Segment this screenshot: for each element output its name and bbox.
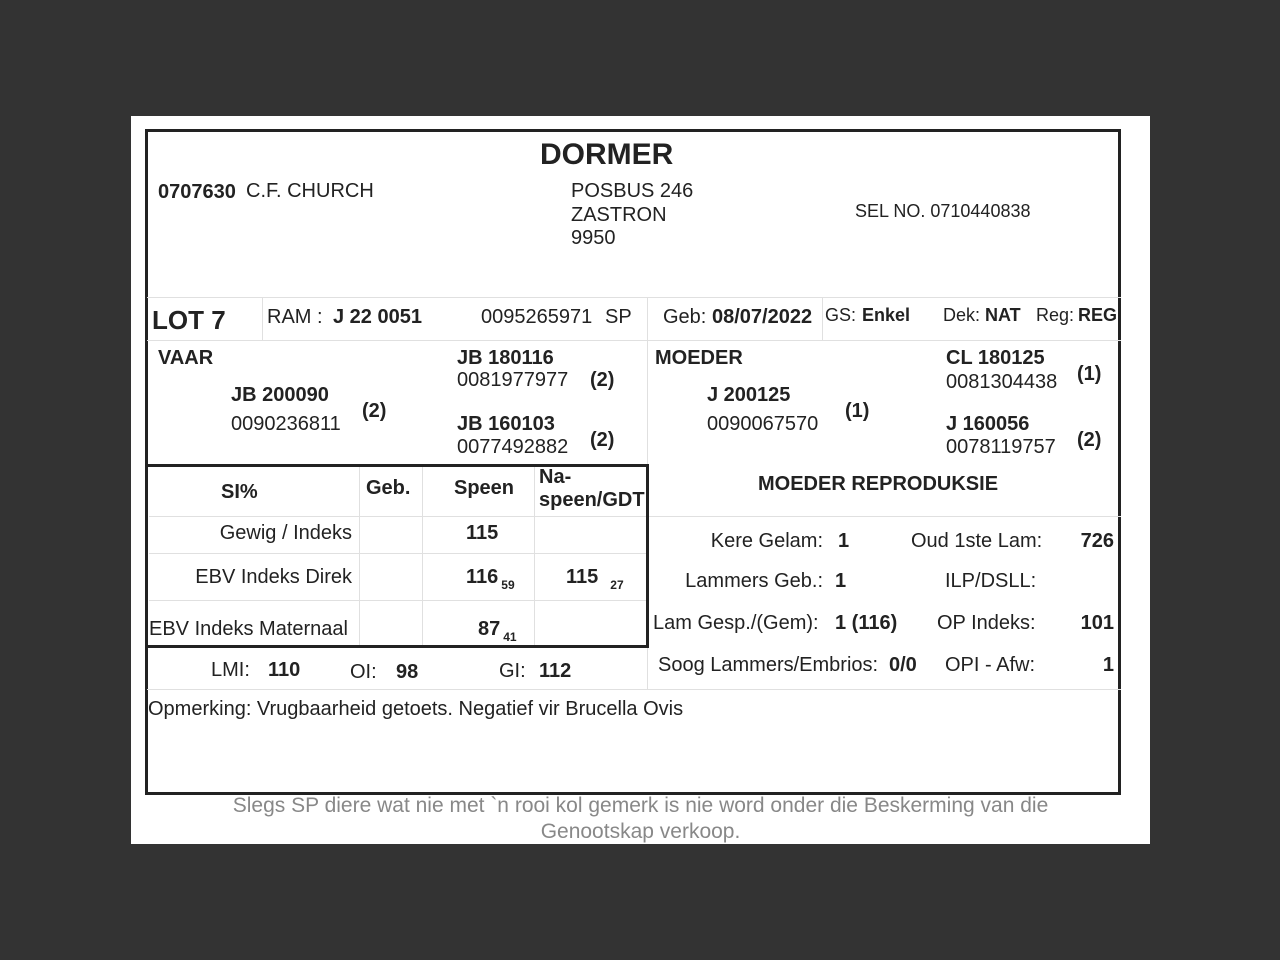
oi-value: 98 (396, 661, 419, 683)
remark: Opmerking: Vrugbaarheid getoets. Negatief vir Brucella Ovis (148, 698, 684, 720)
column-header: SI% (221, 481, 258, 503)
speen-index: 87 (478, 618, 501, 640)
dam-reg: 0090067570 (707, 413, 819, 435)
breeder-number: 0707630 (158, 181, 236, 203)
lot-number: LOT 7 (152, 305, 226, 335)
opi-label: OPI - Afw: (945, 654, 1036, 676)
phone-label: SEL NO. (855, 201, 926, 221)
ilp-label: ILP/DSLL: (945, 570, 1037, 592)
divider (359, 466, 360, 646)
reproduction-title: MOEDER REPRODUKSIE (758, 473, 999, 495)
divider (262, 297, 263, 340)
row-label: Gewig / Indeks (219, 522, 352, 544)
op-value: 101 (1080, 612, 1114, 634)
perf-box-bottom (146, 645, 649, 648)
phone (855, 202, 1030, 220)
grade: SP (605, 306, 632, 328)
address-line: POSBUS 246 (571, 180, 694, 202)
oi-label: OI: (350, 661, 377, 683)
op-label: OP Indeks: (937, 612, 1036, 634)
soog-label: Soog Lammers/Embrios: (658, 654, 879, 676)
lmi-value: 110 (268, 659, 301, 681)
birth-date-label: Geb: (663, 306, 707, 328)
reg-value: REG (1078, 305, 1118, 325)
lam-value: 1 (116) (835, 612, 898, 634)
sire-dam-reg: 0077492882 (457, 436, 569, 458)
divider (147, 297, 1121, 298)
dam-sire-count: (1) (1077, 363, 1102, 385)
naspeen-accuracy: 27 (610, 578, 624, 592)
dek-value: NAT (985, 305, 1021, 325)
dam-dam-id: J 160056 (946, 413, 1030, 435)
perf-box-top (146, 464, 649, 467)
dam-dam-reg: 0078119757 (946, 436, 1056, 458)
address-line: ZASTRON (571, 204, 667, 226)
breeder-name: C.F. CHURCH (246, 180, 374, 202)
sire-count: (2) (362, 400, 387, 422)
sire-dam-id: JB 160103 (457, 413, 555, 435)
dam-dam-count: (2) (1077, 429, 1102, 451)
speen-value (478, 618, 517, 644)
opi-value: 1 (1102, 654, 1114, 676)
speen-index: 116 (466, 566, 499, 588)
dam-sire-reg: 0081304438 (946, 371, 1058, 393)
soog-value: 0/0 (889, 654, 917, 676)
gi-value: 112 (539, 660, 572, 682)
sire-reg: 0090236811 (231, 413, 341, 435)
lmi-label: LMI: (211, 659, 250, 681)
divider (822, 297, 823, 340)
speen-accuracy: 59 (501, 578, 515, 592)
column-header: Na- (539, 466, 572, 488)
reg-label: Reg: (1036, 305, 1075, 325)
lot-card (145, 129, 1121, 795)
speen-value (466, 566, 515, 592)
column-header: speen/GDT (539, 489, 645, 511)
divider (649, 516, 1121, 517)
phone-number: 0710440838 (930, 201, 1031, 221)
sire-sire-count: (2) (590, 369, 615, 391)
sire-id: JB 200090 (231, 384, 329, 406)
gi-label: GI: (499, 660, 526, 682)
footer-note: Genootskap verkoop. (540, 820, 741, 843)
birth-date: 08/07/2022 (712, 306, 813, 328)
sire-sire-id: JB 180116 (457, 347, 554, 369)
divider (149, 600, 646, 601)
address-line: 9950 (571, 227, 616, 249)
divider (149, 553, 646, 554)
divider (422, 466, 423, 646)
column-header: Speen (454, 477, 515, 499)
dam-label: MOEDER (655, 347, 743, 369)
kere-value: 1 (838, 530, 850, 552)
speen-accuracy: 41 (503, 630, 517, 644)
row-label: EBV Indeks Maternaal (149, 618, 348, 640)
dam-count: (1) (845, 400, 870, 422)
divider (147, 689, 1121, 690)
breed-title: DORMER (540, 138, 674, 171)
animal-id: J 22 0051 (333, 306, 422, 328)
sire-dam-count: (2) (590, 429, 615, 451)
divider (534, 466, 535, 646)
sire-sire-reg: 0081977977 (457, 369, 569, 391)
lammers-label: Lammers Geb.: (685, 570, 823, 592)
perf-box-right (646, 464, 649, 648)
column-header: Geb. (366, 477, 411, 499)
oud-label: Oud 1ste Lam: (911, 530, 1043, 552)
oud-value: 726 (1080, 530, 1114, 552)
kere-label: Kere Gelam: (710, 530, 823, 552)
dam-sire-id: CL 180125 (946, 347, 1045, 369)
speen-value: 115 (466, 522, 499, 544)
divider (147, 340, 1121, 341)
footer-note: Slegs SP diere wat nie met `n rooi kol gemerk is nie word onder die Beskerming van die (232, 794, 1049, 817)
naspeen-index: 115 (566, 566, 599, 588)
gs-value: Enkel (862, 305, 911, 325)
dam-id: J 200125 (707, 384, 791, 406)
animal-type-label: RAM : (267, 306, 323, 328)
sire-label: VAAR (158, 347, 214, 369)
registration-number: 0095265971 (481, 306, 593, 328)
lammers-value: 1 (835, 570, 847, 592)
dek-label: Dek: (943, 305, 981, 325)
row-label: EBV Indeks Direk (195, 566, 352, 588)
naspeen-value (566, 566, 624, 592)
divider (149, 516, 646, 517)
lam-label: Lam Gesp./(Gem): (653, 612, 819, 634)
gs-label: GS: (825, 305, 857, 325)
